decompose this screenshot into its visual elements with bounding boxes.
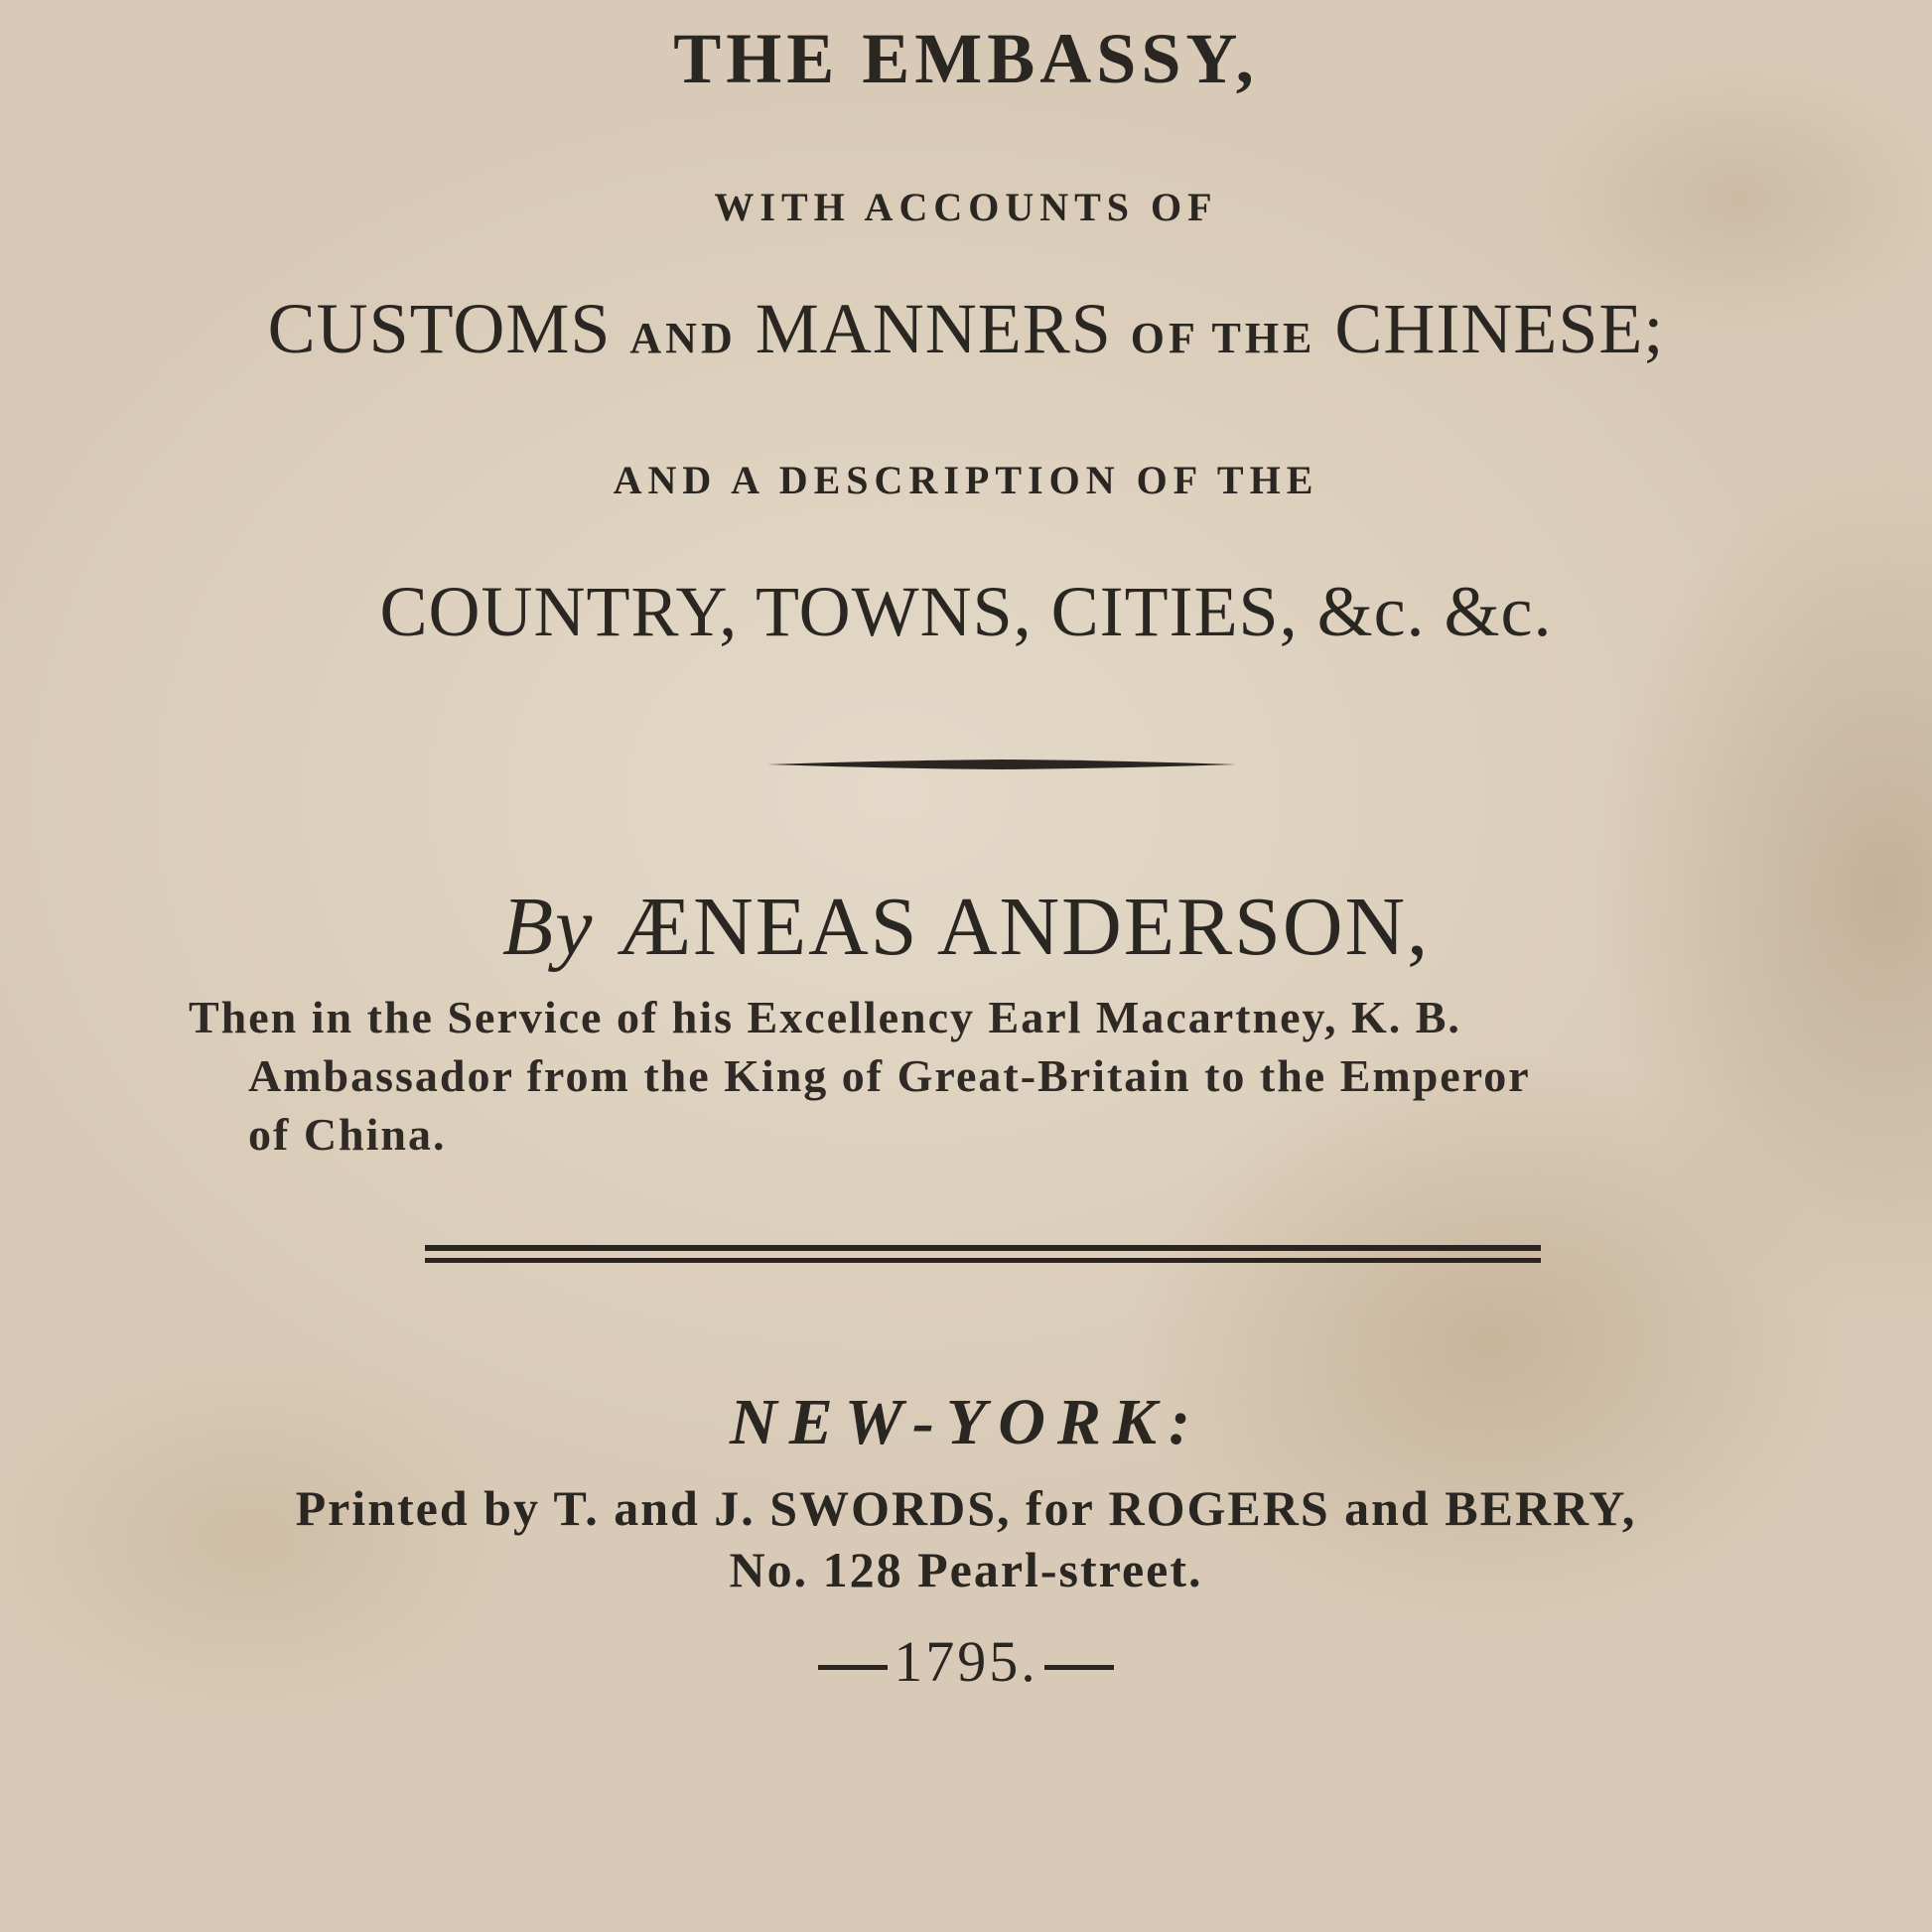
tapered-rule (767, 759, 1236, 770)
imprint-year: 1795. (894, 1629, 1038, 1694)
subtitle-description-of: AND A DESCRIPTION OF THE (613, 458, 1319, 502)
imprint-address: No. 128 Pearl-street. (729, 1542, 1203, 1597)
imprint-place: NEW-YORK: (730, 1386, 1202, 1458)
imprint-year-line (0, 1628, 1932, 1695)
double-rule-bottom (425, 1258, 1541, 1263)
service-line-3: of China. (248, 1109, 447, 1160)
manners-word: MANNERS (755, 289, 1112, 368)
subtitle-customs-line (0, 288, 1932, 370)
chinese-word: CHINESE; (1334, 289, 1665, 368)
by-word: By (501, 881, 595, 973)
subtitle-country-line: COUNTRY, TOWNS, CITIES, &c. &c. (379, 572, 1553, 651)
author-byline (0, 879, 1932, 975)
and-word: AND (629, 314, 737, 362)
year-dash-left (818, 1665, 888, 1670)
imprint-printer: Printed by T. and J. SWORDS, for ROGERS and BERRY, (295, 1480, 1637, 1536)
service-line-2: Ambassador from the King of Great-Britain to the Emperor (248, 1050, 1531, 1101)
double-rule (425, 1245, 1541, 1267)
year-dash-right (1044, 1665, 1114, 1670)
subtitle-with-accounts: WITH ACCOUNTS OF (714, 185, 1218, 229)
author-name: ÆNEAS ANDERSON, (617, 881, 1431, 973)
of-the-words: OF THE (1130, 314, 1316, 362)
customs-word: CUSTOMS (267, 289, 612, 368)
double-rule-top (425, 1245, 1541, 1251)
book-title: THE EMBASSY, (673, 19, 1259, 98)
author-service-note (189, 988, 1747, 1164)
service-line-1: Then in the Service of his Excellency Earl Macartney, K. B. (189, 992, 1461, 1042)
